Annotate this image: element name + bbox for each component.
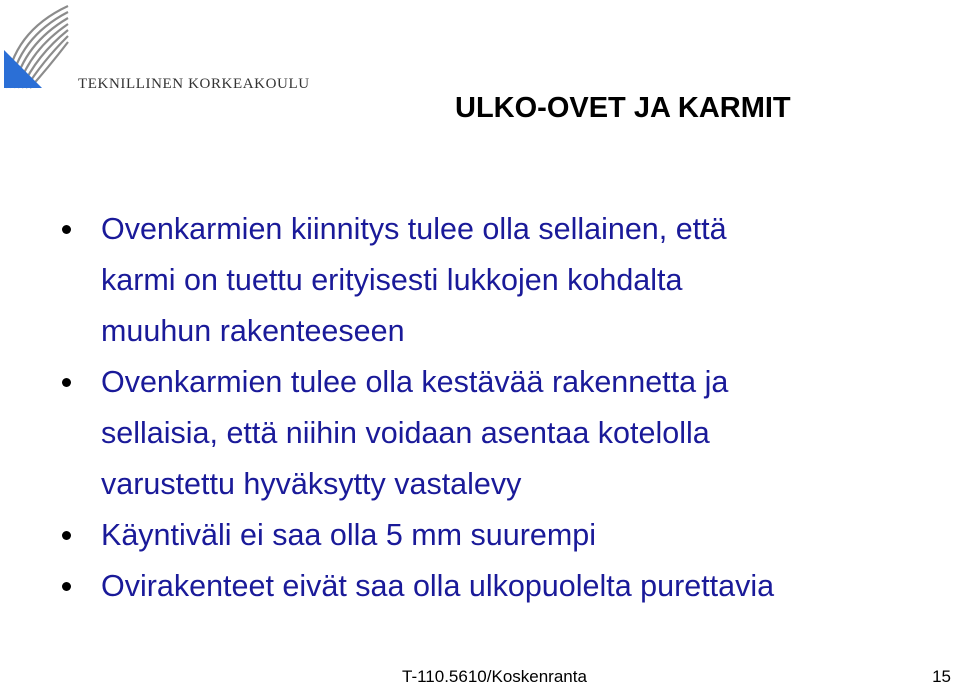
bullet-line: Ovirakenteet eivät saa olla ulkopuolelta purettavia bbox=[101, 569, 775, 603]
bullet-dot-icon bbox=[62, 531, 71, 540]
footer-text: T-110.5610/Koskenranta bbox=[402, 667, 587, 686]
bullet-item bbox=[60, 561, 960, 612]
bullet-line: muuhun rakenteeseen bbox=[101, 314, 405, 348]
bullet-line: varustettu hyväksytty vastalevy bbox=[101, 467, 522, 501]
page-number: 15 bbox=[932, 667, 951, 686]
tkk-logo bbox=[0, 0, 310, 100]
tkk-logo-icon bbox=[2, 2, 72, 92]
bullet-item bbox=[60, 510, 960, 561]
bullet-list bbox=[60, 204, 960, 612]
bullet-line: Käyntiväli ei saa olla 5 mm suurempi bbox=[101, 518, 596, 552]
bullet-item bbox=[60, 357, 960, 510]
bullet-dot-icon bbox=[62, 378, 71, 387]
slide-title: ULKO-OVET JA KARMIT bbox=[455, 92, 791, 124]
logo-text: TEKNILLINEN KORKEAKOULU bbox=[78, 76, 310, 92]
bullet-line: karmi on tuettu erityisesti lukkojen kohdalta bbox=[101, 263, 683, 297]
bullet-dot-icon bbox=[62, 582, 71, 591]
bullet-line: Ovenkarmien kiinnitys tulee olla sellainen, että bbox=[101, 212, 727, 246]
bullet-dot-icon bbox=[62, 225, 71, 234]
bullet-line: sellaisia, että niihin voidaan asentaa kotelolla bbox=[101, 416, 710, 450]
bullet-item bbox=[60, 204, 960, 357]
bullet-line: Ovenkarmien tulee olla kestävää rakennetta ja bbox=[101, 365, 729, 399]
